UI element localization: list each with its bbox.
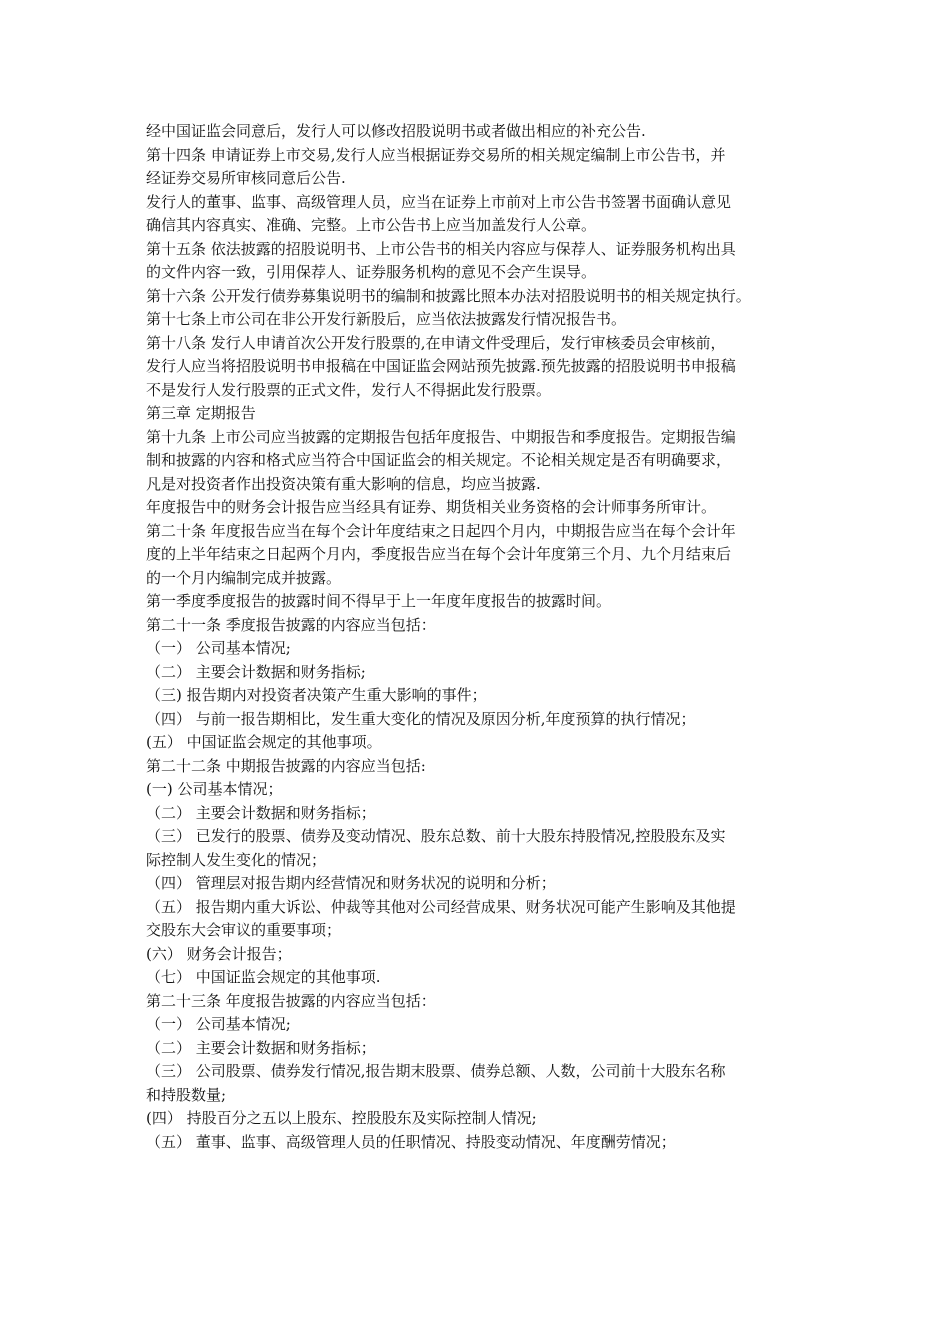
- list-item: （二） 主要会计数据和财务指标；: [146, 1038, 376, 1057]
- list-item: （七） 中国证监会规定的其他事项.: [146, 968, 381, 986]
- list-item: (四） 持股百分之五以上股东、控股股东及实际控制人情况;: [146, 1109, 537, 1127]
- text-line: 第十六条 公开发行债券募集说明书的编制和披露比照本办法对招股说明书的相关规定执行。: [146, 286, 751, 305]
- list-item: (五） 中国证监会规定的其他事项。: [146, 733, 382, 751]
- text-line: 的一个月内编制完成并披露。: [146, 568, 342, 587]
- list-item: (六） 财务会计报告；: [146, 944, 292, 963]
- list-item: （四） 管理层对报告期内经营情况和财务状况的说明和分析；: [146, 874, 556, 892]
- text-line: 经中国证监会同意后，发行人可以修改招股说明书或者做出相应的补充公告.: [146, 122, 646, 140]
- text-line: 第十四条 申请证券上市交易,发行人应当根据证券交易所的相关规定编制上市公告书，并: [146, 145, 726, 164]
- text-line: 的文件内容一致，引用保荐人、证券服务机构的意见不会产生误导。: [146, 263, 597, 281]
- list-item: （三) 报告期内对投资者决策产生重大影响的事件；: [146, 686, 487, 704]
- text-line: 经证券交易所审核同意后公告.: [146, 169, 346, 187]
- text-line: 发行人的董事、监事、高级管理人员，应当在证券上市前对上市公告书签署书面确认意见: [146, 192, 732, 211]
- list-item: 和持股数量;: [146, 1085, 227, 1104]
- list-item: （三） 已发行的股票、债券及变动情况、股东总数、前十大股东持股情况,控股股东及实: [146, 827, 726, 845]
- text-line: 度的上半年结束之日起两个月内，季度报告应当在每个会计年度第三个月、九个月结束后: [146, 545, 732, 563]
- text-line: 凡是对投资者作出投资决策有重大影响的信息，均应当披露.: [146, 474, 541, 493]
- text-line: 制和披露的内容和格式应当符合中国证监会的相关规定。不论相关规定是否有明确要求，: [146, 451, 732, 469]
- list-item: （四） 与前一报告期相比，发生重大变化的情况及原因分析,年度预算的执行情况；: [146, 709, 696, 728]
- list-item: （二） 主要会计数据和财务指标；: [146, 803, 376, 822]
- list-item: 际控制人发生变化的情况；: [146, 850, 327, 869]
- text-line: 第十七条上市公司在非公开发行新股后，应当依法披露发行情况报告书。: [146, 310, 627, 328]
- list-item: （三） 公司股票、债券发行情况,报告期末股票、债券总额、人数，公司前十大股东名称: [146, 1062, 726, 1080]
- text-line: 第二十条 年度报告应当在每个会计年度结束之日起四个月内，中期报告应当在每个会计年: [146, 521, 736, 540]
- text-line: 年度报告中的财务会计报告应当经具有证券、期货相关业务资格的会计师事务所审计。: [146, 498, 717, 516]
- list-item: （五） 董事、监事、高级管理人员的任职情况、持股变动情况、年度酬劳情况；: [146, 1132, 676, 1151]
- text-line: 第十九条 上市公司应当披露的定期报告包括年度报告、中期报告和季度报告。定期报告编: [146, 427, 736, 446]
- text-line: 第二十三条 年度报告披露的内容应当包括：: [146, 991, 436, 1010]
- text-line: 第二十一条 季度报告披露的内容应当包括：: [146, 615, 436, 634]
- text-line: 第一季度季度报告的披露时间不得早于上一年度年度报告的披露时间。: [146, 592, 612, 610]
- text-line: 不是发行人发行股票的正式文件，发行人不得据此发行股票。: [146, 380, 552, 399]
- list-item: 交股东大会审议的重要事项；: [146, 921, 342, 939]
- text-line: 第十五条 依法披露的招股说明书、上市公告书的相关内容应与保荐人、证券服务机构出具: [146, 239, 736, 258]
- chapter-heading: 第三章 定期报告: [146, 404, 256, 422]
- text-line: 第二十二条 中期报告披露的内容应当包括:: [146, 756, 426, 775]
- list-item: （五） 报告期内重大诉讼、仲裁等其他对公司经营成果、财务状况可能产生影响及其他提: [146, 897, 736, 916]
- document-body: [146, 120, 826, 1154]
- list-item: （二） 主要会计数据和财务指标;: [146, 662, 366, 681]
- list-item: （一） 公司基本情况;: [146, 639, 291, 657]
- list-item: (一) 公司基本情况；: [146, 780, 283, 798]
- list-item: （一） 公司基本情况;: [146, 1015, 291, 1033]
- text-line: 第十八条 发行人申请首次公开发行股票的,在申请文件受理后，发行审核委员会审核前，: [146, 333, 726, 352]
- text-line: 确信其内容真实、准确、完整。上市公告书上应当加盖发行人公章。: [146, 216, 597, 234]
- text-line: 发行人应当将招股说明书申报稿在中国证监会网站预先披露.预先披露的招股说明书申报稿: [146, 357, 736, 375]
